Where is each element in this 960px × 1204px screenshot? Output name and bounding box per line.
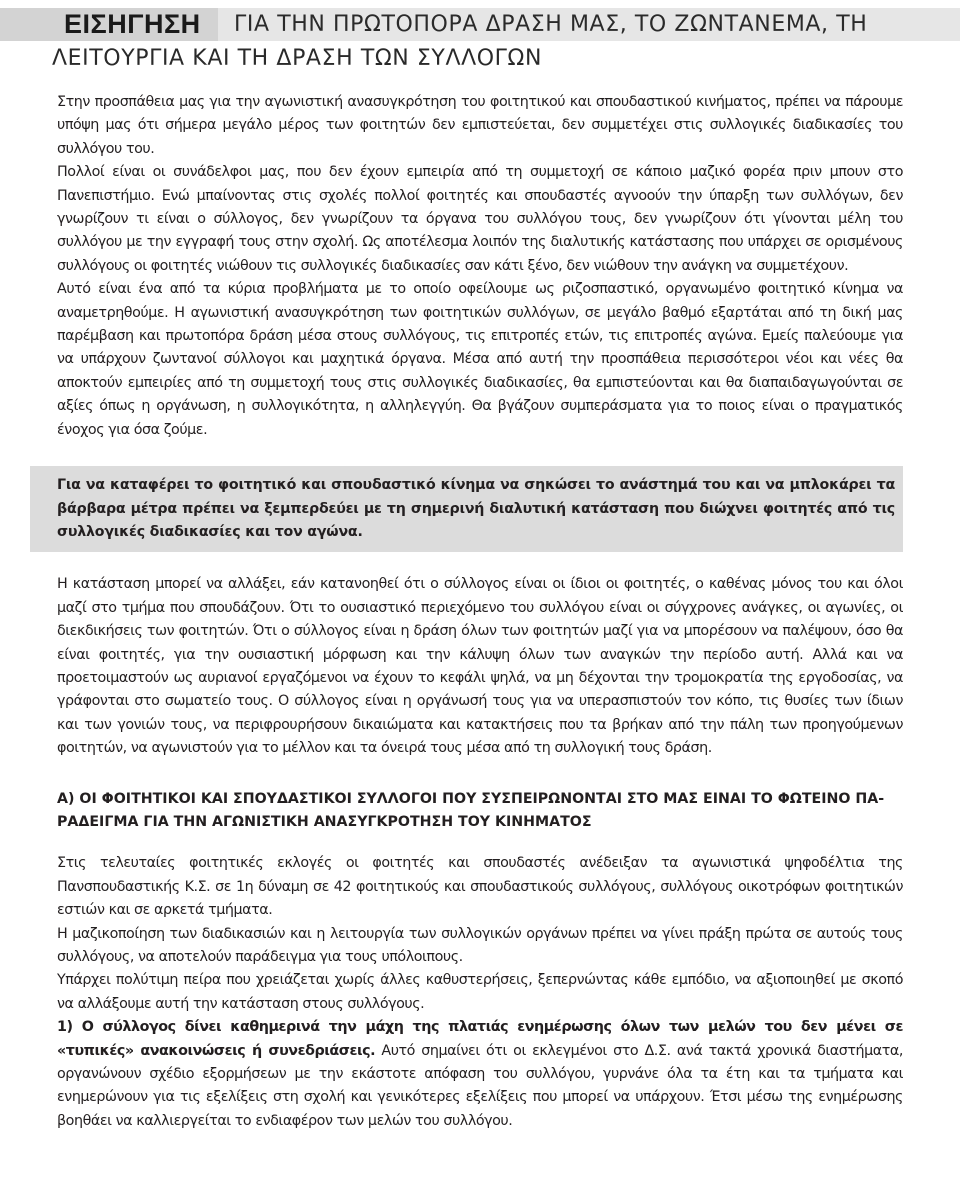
title-line-2: ΛΕΙΤΟΥΡΓΙΑ ΚΑΙ ΤΗ ΔΡΑΣΗ ΤΩΝ ΣΥΛΛΟΓΩΝ [52, 46, 543, 71]
point-1-text: Αυτό σημαίνει ότι οι εκλεγμένοι στο Δ.Σ. ανά τακτά χρονικά διαστήματα, οργανώνουν σχέδιο εξορμήσεων με την εκάστοτε απόφαση του συλλόγου, γυρνάνε όλα τα έτη και τα τμήματα και ενημερώνουν για τις εξελίξεις στη σχολή και γενικότερες εξελίξεις που μπορεί να υπάρχουν. Έτσι μέσω της ενημέρωσης βοηθάει να καλλιεργείται το ενδιαφέρον των μελών του συλλόγου. [57, 1042, 903, 1129]
point-1-paragraph [57, 1016, 903, 1133]
title-line-1: ΓΙΑ ΤΗΝ ΠΡΩΤΟΠΟΡΑ ΔΡΑΣΗ ΜΑΣ, ΤΟ ΖΩΝΤΑΝΕΜΑ, ΤΗ [234, 12, 868, 37]
body-paragraph: Η κατάσταση μπορεί να αλλάξει, εάν κατανοηθεί ότι ο σύλλογος είναι οι ίδιοι οι φοιτητές, ο καθένας μόνος του και όλοι μαζί στο τμήμα που σπουδάζουν. Ότι το ουσιαστικό περιεχόμενο του συλλόγου είναι οι σύγχρονες ανάγκες, οι αγωνίες, οι διεκδικήσεις των φοιτητών. Ότι ο σύλλογος είναι η δράση όλων των φοιτητών μαζί για να μπορέσουν να παλέψουν, όσο θα είναι φοιτητές, για την ουσιαστική μόρφωση και την κάλυψη όλων των αναγκών την περίοδο αυτή. Αλλά και να προετοιμαστούν ως αυριανοί εργαζόμενοι να έχουν το κεφάλι ψηλά, να μη δέχονται την τρομοκρατία της εργοδοσίας, να γράφονται στο σωματείο τους. Ο σύλλογος είναι η οργάνωσή τους για να υπερασπιστούν τον κόπο, τις θυσίες των ίδιων και των γονιών τους, να περιφρουρήσουν δικαιώματα και κατακτήσεις που τα βρήκαν από την πάλη των προηγούμενων φοιτητών, να αγωνιστούν για το μέλλον και τα όνειρά τους μέσα από τη συλλογική τους δράση. [57, 576, 903, 757]
section-a-paragraph-2: Η μαζικοποίηση των διαδικασιών και η λειτουργία των συλλογικών οργάνων πρέπει να γίνει πράξη πρώτα σε αυτούς τους συλλόγους, να αποτελούν παράδειγμα για τους υπόλοιπους. [57, 925, 903, 965]
intro-paragraph-3: Αυτό είναι ένα από τα κύρια προβλήματα με το οποίο οφείλουμε ως ριζοσπαστικό, οργανωμένο φοιτητικό κίνημα να αναμετρηθούμε. Η αγωνιστική ανασυγκρότηση των φοιτητικών συλλόγων, σε μεγάλο βαθμό εξαρτάται από τη δική μας παρέμβαση και πρωτοπόρα δράση μέσα στους συλλόγους, τις επιτροπές ετών, τις επιτροπές αγώνα. Εμείς παλεύουμε για να υπάρχουν ζωντανοί σύλλογοι και μαχητικά όργανα. Μέσα από αυτή την προσπάθεια περισσότεροι νέοι και νέες θα αποκτούν εμπειρίες από τη συμμετοχή τους στις συλλογικές διαδικασίες, θα εμπιστεύονται και θα διαπαιδαγωγούνται σε αξίες όπως η οργάνωση, η συλλογικότητα, η αλληλεγγύη. Θα βγάζουν συμπεράσματα για το ποιος είναι ο πραγματικός ένοχος για όσα ζούμε. [57, 281, 903, 438]
section-a-paragraph-1: Στις τελευταίες φοιτητικές εκλογές οι φοιτητές και σπουδαστές ανέδειξαν τα αγωνιστικά ψηφοδέλτια της Πανσπουδαστικής Κ.Σ. σε 1η δύναμη σε 42 φοιτητικούς και σπουδαστικούς συλλόγους, συλλόγους οικοτρόφων φοιτητικών εστιών και σε αρκετά τμήματα. [57, 855, 903, 919]
highlight-box: Για να καταφέρει το φοιτητικό και σπουδαστικό κίνημα να σηκώσει το ανάστημά του και να μπλοκάρει τα βάρβαρα μέτρα πρέπει να ξεμπερδεύει με τη σημερινή διαλυτική κατάσταση που διώχνει φοιτητές από τις συλλογικές διαδικασίες και τον αγώνα. [30, 466, 903, 552]
intro-paragraph-1: Στην προσπάθεια μας για την αγωνιστική ανασυγκρότηση του φοιτητικού και σπουδαστικού κινήματος, πρέπει να πάρουμε υπόψη μας ότι σήμερα μεγάλο μέρος των φοιτητών δεν εμπιστεύεται, δεν συμμετέχει στις συλλογικές διαδικασίες του συλλόγου του. [57, 94, 903, 157]
section-a-heading-line-2: ΡΑΔΕΙΓΜΑ ΓΙΑ ΤΗΝ ΑΓΩΝΙΣΤΙΚΗ ΑΝΑΣΥΓΚΡΟΤΗΣΗ ΤΟΥ ΚΙΝΗΜΑΤΟΣ [57, 813, 592, 830]
section-a-heading [57, 788, 903, 835]
section-a-paragraph-3: Υπάρχει πολύτιμη πείρα που χρειάζεται χωρίς άλλες καθυστερήσεις, ξεπερνώντας κάθε εμπόδιο, να αξιοποιηθεί με σκοπό να αλλάξουμε αυτή την κατάσταση στους συλλόγους. [57, 972, 903, 1012]
section-a-heading-line-1: Α) ΟΙ ΦΟΙΤΗΤΙΚΟΙ ΚΑΙ ΣΠΟΥΔΑΣΤΙΚΟΙ ΣΥΛΛΟΓΟΙ ΠΟΥ ΣΥΣΠΕΙΡΩΝΟΝΤΑΙ ΣΤΟ ΜΑΣ ΕΙΝΑΙ ΤΟ ΦΩΤΕΙΝΟ ΠΑ- [57, 790, 885, 807]
point-1-bold-lead: 1) Ο σύλλογος δίνει καθημερινά την μάχη της πλατιάς ενημέρωσης όλων των μελών του δεν μένει σε «τυπικές» ανακοινώσεις ή συνεδριάσεις. [57, 1019, 903, 1059]
intro-paragraph-2: Πολλοί είναι οι συνάδελφοι μας, που δεν έχουν εμπειρία από τη συμμετοχή σε κάποιο μαζικό φορέα πριν μπουν στο Πανεπιστήμιο. Ενώ μπαίνοντας στις σχολές πολλοί φοιτητές και σπουδαστές αγνοούν την ύπαρξη των συλλόγων, δεν γνωρίζουν τι είναι ο σύλλογος, δεν γνωρίζουν τα όργανα του συλλόγου τους, δεν γνωρίζουν ότι γίνονται μέλη του συλλόγου με την εγγραφή τους στην σχολή. Ως αποτέλεσμα λοιπόν της διαλυτικής κατάστασης που υπάρχει σε ορισμένους συλλόγους οι φοιτητές νιώθουν τις συλλογικές διαδικασίες σαν κάτι ξένο, δεν νιώθουν την ανάγκη να συμμετέχουν. [57, 164, 903, 274]
intro-section [57, 91, 903, 442]
article-body [57, 91, 903, 1133]
header-word: ΕΙΣΗΓΗΣΗ [0, 8, 218, 41]
